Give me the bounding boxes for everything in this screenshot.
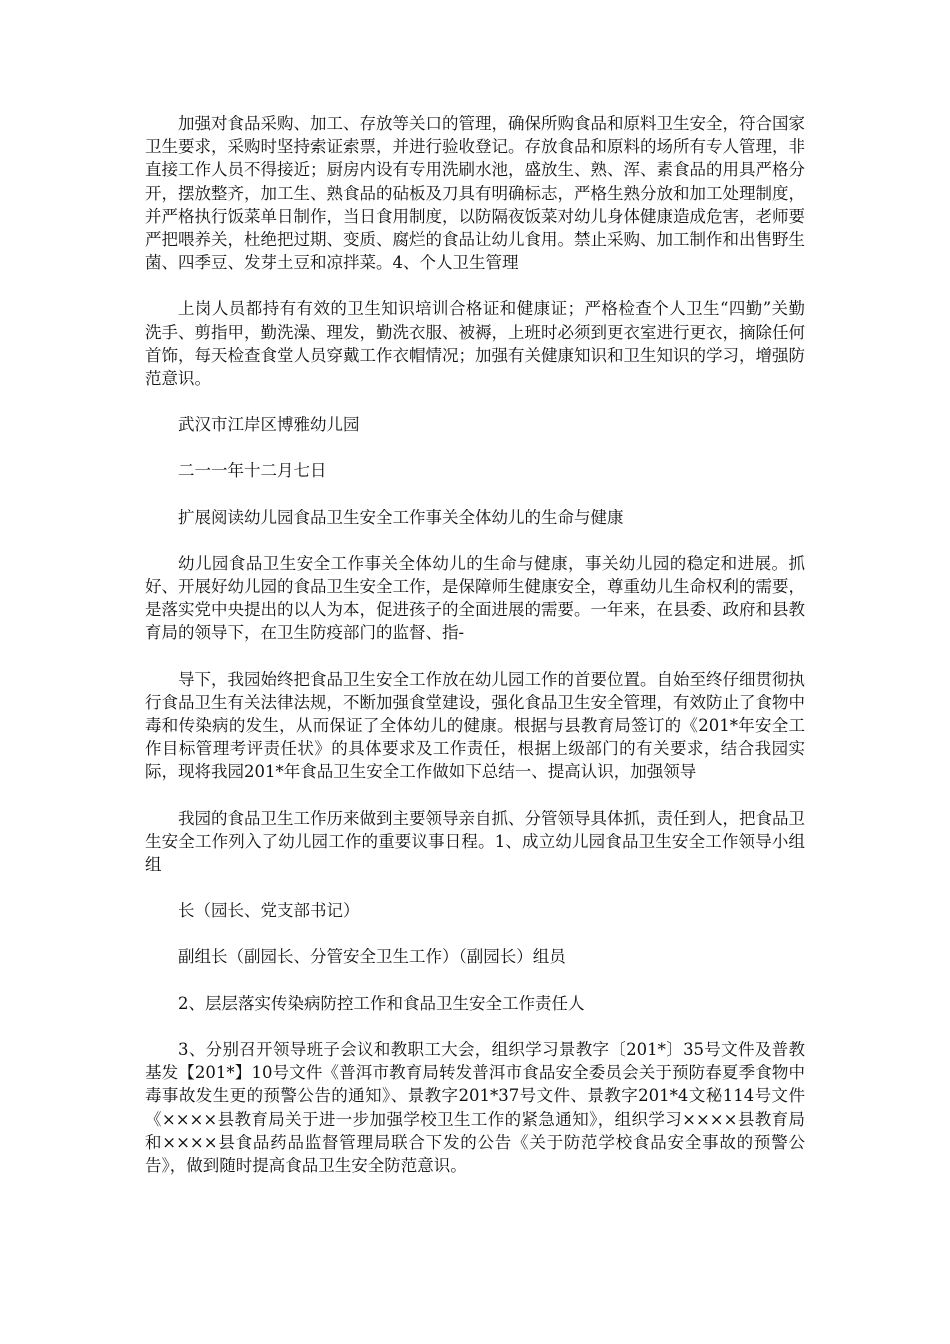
- paragraph-personal-hygiene: 上岗人员都持有有效的卫生知识培训合格证和健康证；严格检查个人卫生“四勤”关勤洗手、剪指甲，勤洗澡、理发，勤洗衣服、被褥，上班时必须到更衣室进行更衣，摘除任何首饰，每天检查食堂人员穿戴工作衣帽情况；加强有关健康知识和卫生知识的学习，增强防范意识。: [145, 299, 805, 389]
- kindergarten-name: 武汉市江岸区博雅幼儿园: [178, 415, 360, 435]
- document-body: [145, 112, 805, 1200]
- paragraph-intro: 幼儿园食品卫生安全工作事关全体幼儿的生命与健康，事关幼儿园的稳定和进展。抓好、开展好幼儿园的食品卫生安全工作，是保障师生健康安全，尊重幼儿生命权利的需要，是落实党中央提出的以人为本，促进孩子的全面进展的需要。一年来，在县委、政府和县教育局的领导下，在卫生防疫部门的监督、指-: [145, 553, 805, 643]
- paragraph-guidance: 导下，我园始终把食品卫生安全工作放在幼儿园工作的首要位置。自始至终仔细贯彻执行食品卫生有关法律法规，不断加强食堂建设，强化食品卫生安全管理，有效防止了食物中毒和传染病的发生，从而保证了全体幼儿的健康。根据与县教育局签订的《201*年安全工作目标管理考评责任状》的具体要求及工作责任，根据上级部门的有关要求，结合我园实际，现将我园201*年食品卫生安全工作做如下总结一、提高认识，加强领导: [145, 669, 805, 782]
- extended-reading-title: 扩展阅读幼儿园食品卫生安全工作事关全体幼儿的生命与健康: [178, 507, 624, 527]
- paragraph-meetings: 3、分别召开领导班子会议和教职工大会，组织学习景教字〔201*〕35号文件及普教基发【201*】10号文件《普洱市教育局转发普洱市食品安全委员会关于预防春夏季食物中毒事故发生更的预警公告的通知》、景教字201*37号文件、景教字201*4文秘114号文件《××××县教育局关于进一步加强学校卫生工作的紧急通知》，组织学习××××县教育局和××××县食品药品监督管理局联合下发的公告《关于防范学校食品安全事故的预警公告》，做到随时提高食品卫生安全防范意识。: [145, 1039, 805, 1175]
- paragraph-responsibility: 2、层层落实传染病防控工作和食品卫生安全工作责任人: [178, 993, 585, 1013]
- paragraph-food-procurement: 加强对食品采购、加工、存放等关口的管理，确保所购食品和原料卫生安全，符合国家卫生要求，采购时坚持索证索票，并进行验收登记。存放食品和原料的场所有专人管理，非直接工作人员不得接近；厨房内设有专用洗刷水池，盛放生、熟、浑、素食品的用具严格分开，摆放整齐，加工生、熟食品的砧板及刀具有明确标志，严格生熟分放和加工处理制度，并严格执行饭菜单日制作，当日食用制度，以防隔夜饭菜对幼儿身体健康造成危害，老师要严把喂养关，杜绝把过期、变质、腐烂的食品让幼儿食用。禁止采购、加工制作和出售野生菌、四季豆、发芽土豆和凉拌菜。4、个人卫生管理: [145, 114, 805, 273]
- document-date: 二一一年十二月七日: [178, 461, 327, 481]
- paragraph-leadership: 我园的食品卫生工作历来做到主要领导亲自抓、分管领导具体抓，责任到人，把食品卫生安全工作列入了幼儿园工作的重要议事日程。1、成立幼儿园食品卫生安全工作领导小组组: [145, 808, 805, 875]
- paragraph-group-leader: 长（园长、党支部书记）: [178, 901, 360, 921]
- paragraph-deputy-leader: 副组长（副园长、分管安全卫生工作）（副园长）组员: [178, 947, 566, 967]
